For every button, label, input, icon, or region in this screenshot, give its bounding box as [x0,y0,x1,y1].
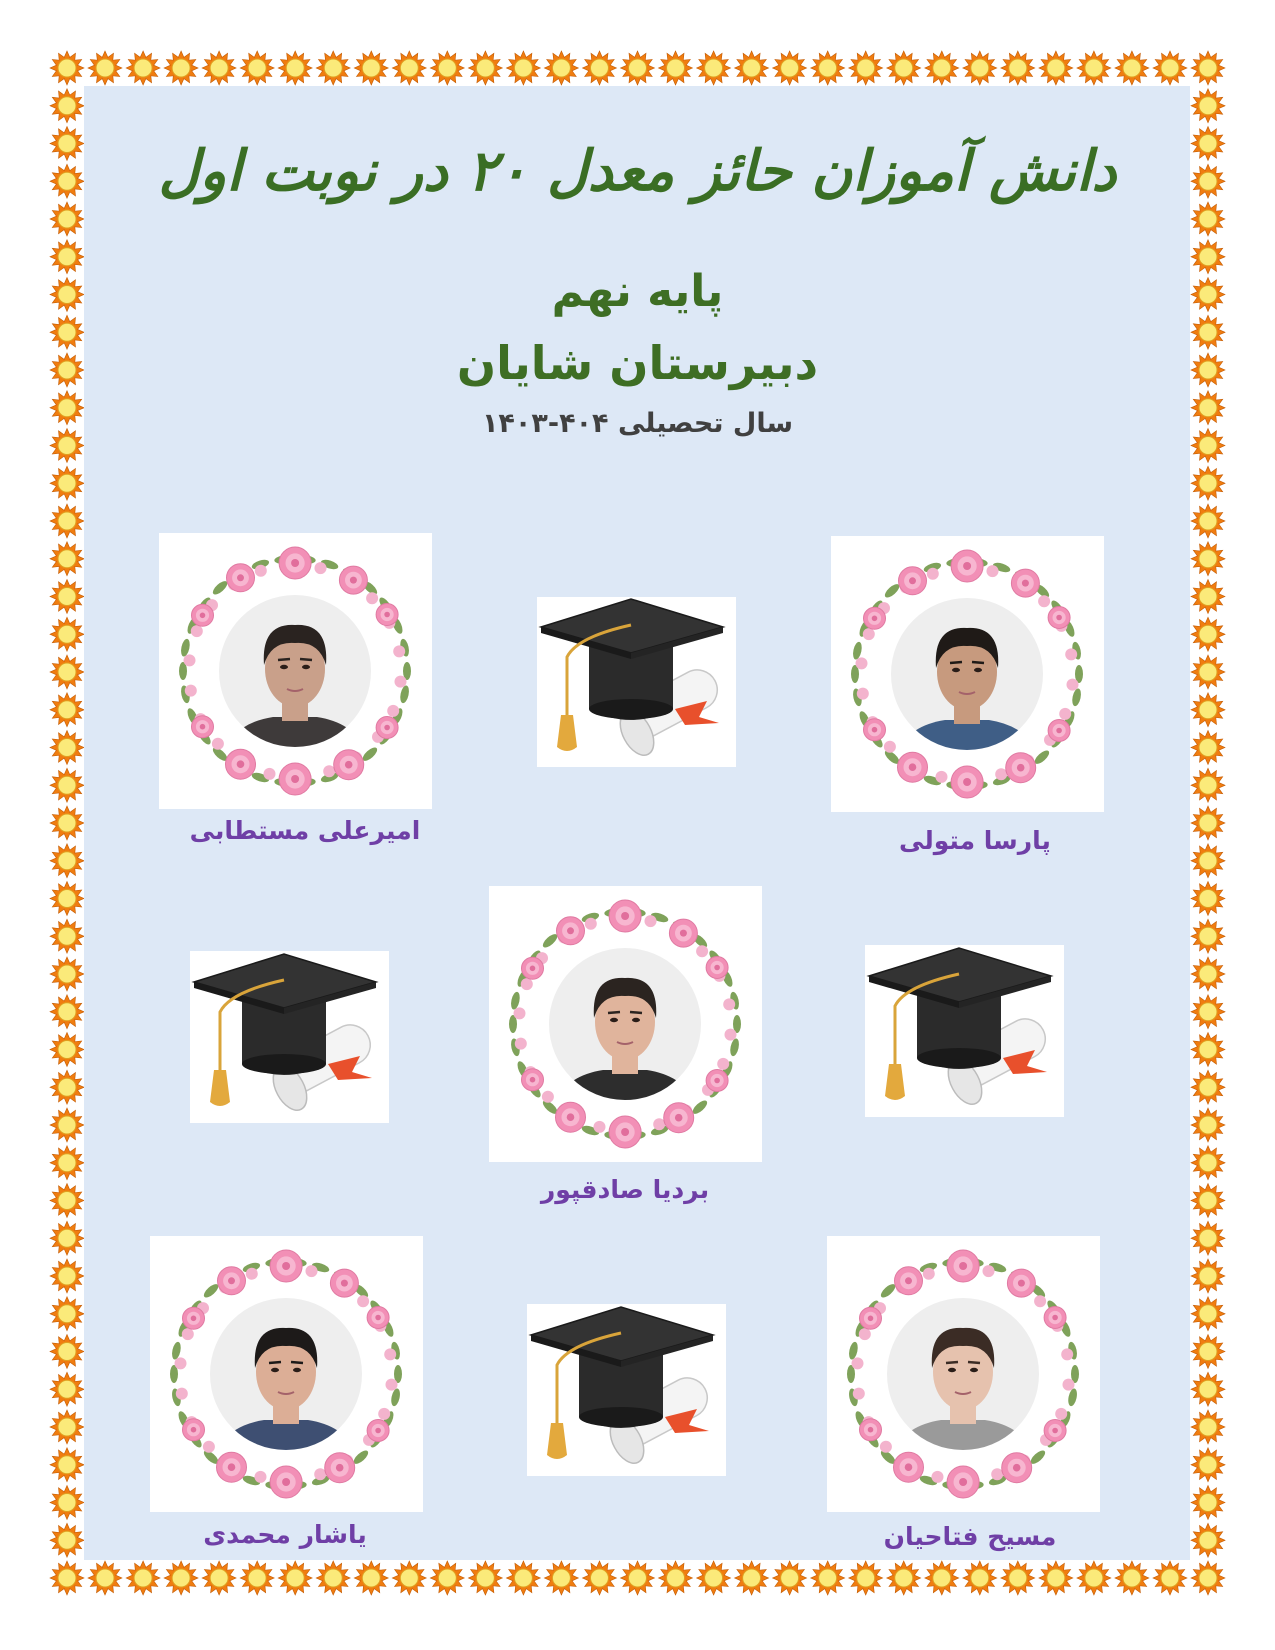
sun-border-icon [50,1372,84,1406]
sun-border-icon [621,1561,655,1595]
sun-border-icon [50,957,84,991]
sun-border-icon [392,51,426,85]
sun-border-icon [278,1561,312,1595]
sun-border-icon [50,995,84,1029]
sun-border-icon [1191,919,1225,953]
page-title: دانش آموزان حائز معدل ۲۰ در نوبت اول [158,138,1117,204]
sun-border-icon [583,51,617,85]
sun-border-icon [1191,1221,1225,1255]
sun-border-icon [1191,882,1225,916]
student-photo-wreath [150,1236,423,1512]
sun-border-icon [506,1561,540,1595]
sun-border-icon [240,1561,274,1595]
sun-border-icon [1191,466,1225,500]
sun-border-icon [50,882,84,916]
student-photo [883,1294,1043,1454]
student-name: بردیا صادقپور [540,1175,710,1204]
sun-border-icon [1039,51,1073,85]
sun-border-icon [1191,1486,1225,1520]
sun-border-icon [659,51,693,85]
sun-border-icon [811,51,845,85]
sun-border-icon [354,51,388,85]
sun-border-icon [50,504,84,538]
sun-border-icon [1191,806,1225,840]
grade-heading: پایه نهم [551,266,724,317]
sun-border-icon [50,768,84,802]
sun-border-icon [50,542,84,576]
sun-border-icon [925,51,959,85]
sun-border-icon [88,51,122,85]
sun-border-icon [50,466,84,500]
sun-border-icon [544,51,578,85]
sun-border-icon [1191,51,1225,85]
student-name: یاشار محمدی [203,1520,367,1549]
sun-border-icon [316,51,350,85]
student-name: امیرعلی مستطابی [189,816,421,845]
sun-border-icon [50,1033,84,1067]
sun-border-icon [1115,51,1149,85]
sun-border-icon [1153,51,1187,85]
sun-border-icon [88,1561,122,1595]
sun-border-icon [1191,1561,1225,1595]
sun-border-icon [50,1070,84,1104]
sun-border-icon [925,1561,959,1595]
sun-border-icon [506,51,540,85]
sun-border-icon [50,1335,84,1369]
sun-border-icon [50,844,84,878]
sun-border-icon [1191,693,1225,727]
sun-border-icon [1191,1523,1225,1557]
sun-border-icon [50,919,84,953]
sun-border-icon [1191,89,1225,123]
sun-border-icon [1001,1561,1035,1595]
sun-border-icon [50,89,84,123]
sun-border-icon [50,51,84,85]
sun-border-icon [240,51,274,85]
sun-border-icon [1191,1184,1225,1218]
sun-border-icon [1153,1561,1187,1595]
sun-border-icon [50,1259,84,1293]
sun-border-icon [773,1561,807,1595]
sun-border-icon [50,1108,84,1142]
sun-border-icon [1001,51,1035,85]
sun-border-icon [659,1561,693,1595]
sun-border-icon [735,1561,769,1595]
sun-border-icon [278,51,312,85]
student-photo-wreath [831,536,1104,812]
sun-border-icon [316,1561,350,1595]
student-photo [215,591,375,751]
sun-border-icon [1191,1410,1225,1444]
sun-border-icon [1191,957,1225,991]
sun-border-icon [1191,504,1225,538]
student-photo [887,594,1047,754]
sun-border-icon [1115,1561,1149,1595]
student-card [831,536,1104,812]
student-card [827,1236,1100,1512]
sun-border-icon [1191,1297,1225,1331]
sun-border-icon [50,1523,84,1557]
sun-border-icon [50,580,84,614]
sun-border-icon [50,1410,84,1444]
sun-border-icon [963,51,997,85]
graduation-cap-diploma-icon [537,597,736,767]
academic-year: سال تحصیلی ۴۰۴-۱۴۰۳ [481,408,794,439]
sun-border-icon [887,1561,921,1595]
sun-border-icon [1191,1070,1225,1104]
sun-border-icon [1191,1335,1225,1369]
sun-border-icon [354,1561,388,1595]
sun-border-icon [164,51,198,85]
sun-border-icon [126,1561,160,1595]
sun-border-icon [468,1561,502,1595]
student-card [489,886,762,1162]
sun-border-icon [50,731,84,765]
sun-border-icon [697,51,731,85]
sun-border-icon [50,655,84,689]
sun-border-icon [849,51,883,85]
sun-border-icon [963,1561,997,1595]
sun-border-icon [583,1561,617,1595]
sun-border-icon [50,1146,84,1180]
sun-border-icon [1191,617,1225,651]
sun-border-icon [735,51,769,85]
sun-border-icon [50,1221,84,1255]
sun-border-icon [430,51,464,85]
sun-border-icon [1191,731,1225,765]
student-name: پارسا متولی [899,826,1051,855]
sun-border-icon [50,693,84,727]
sun-border-icon [50,1448,84,1482]
sun-border-icon [50,617,84,651]
sun-border-icon [1191,995,1225,1029]
sun-border-icon [849,1561,883,1595]
sun-border-icon [773,51,807,85]
sun-border-icon [1191,580,1225,614]
sun-border-icon [1191,1033,1225,1067]
sun-border-icon [1191,1146,1225,1180]
school-name: دبیرستان شایان [456,336,819,390]
sun-border-icon [50,202,84,236]
sun-border-icon [50,1561,84,1595]
sun-border-icon [1191,844,1225,878]
sun-border-icon [811,1561,845,1595]
sun-border-icon [621,51,655,85]
student-card [159,533,432,809]
sun-border-icon [392,1561,426,1595]
sun-border-icon [1191,1448,1225,1482]
sun-border-icon [50,1184,84,1218]
sun-border-icon [1077,51,1111,85]
sun-border-icon [50,806,84,840]
sun-border-icon [1077,1561,1111,1595]
sun-border-icon [468,51,502,85]
sun-border-icon [1191,1372,1225,1406]
sun-border-icon [1191,1108,1225,1142]
sun-border-icon [887,51,921,85]
sun-border-icon [1191,655,1225,689]
sun-border-icon [1191,1259,1225,1293]
graduation-cap-diploma-icon [865,945,1064,1117]
graduation-cap-diploma-icon [527,1304,726,1476]
sun-border-icon [50,1297,84,1331]
sun-border-icon [1191,542,1225,576]
student-photo-wreath [827,1236,1100,1512]
sun-border-icon [50,1486,84,1520]
sun-border-icon [126,51,160,85]
student-photo [545,944,705,1104]
sun-border-icon [164,1561,198,1595]
student-photo [206,1294,366,1454]
student-photo-wreath [489,886,762,1162]
student-card [150,1236,423,1512]
sun-border-icon [1191,202,1225,236]
sun-border-icon [430,1561,464,1595]
sun-border-icon [202,51,236,85]
sun-border-icon [544,1561,578,1595]
sun-border-icon [202,1561,236,1595]
sun-border-icon [1191,768,1225,802]
sun-border-icon [697,1561,731,1595]
student-photo-wreath [159,533,432,809]
graduation-cap-diploma-icon [190,951,389,1123]
student-name: مسیح فتاحیان [883,1522,1057,1551]
sun-border-icon [1039,1561,1073,1595]
